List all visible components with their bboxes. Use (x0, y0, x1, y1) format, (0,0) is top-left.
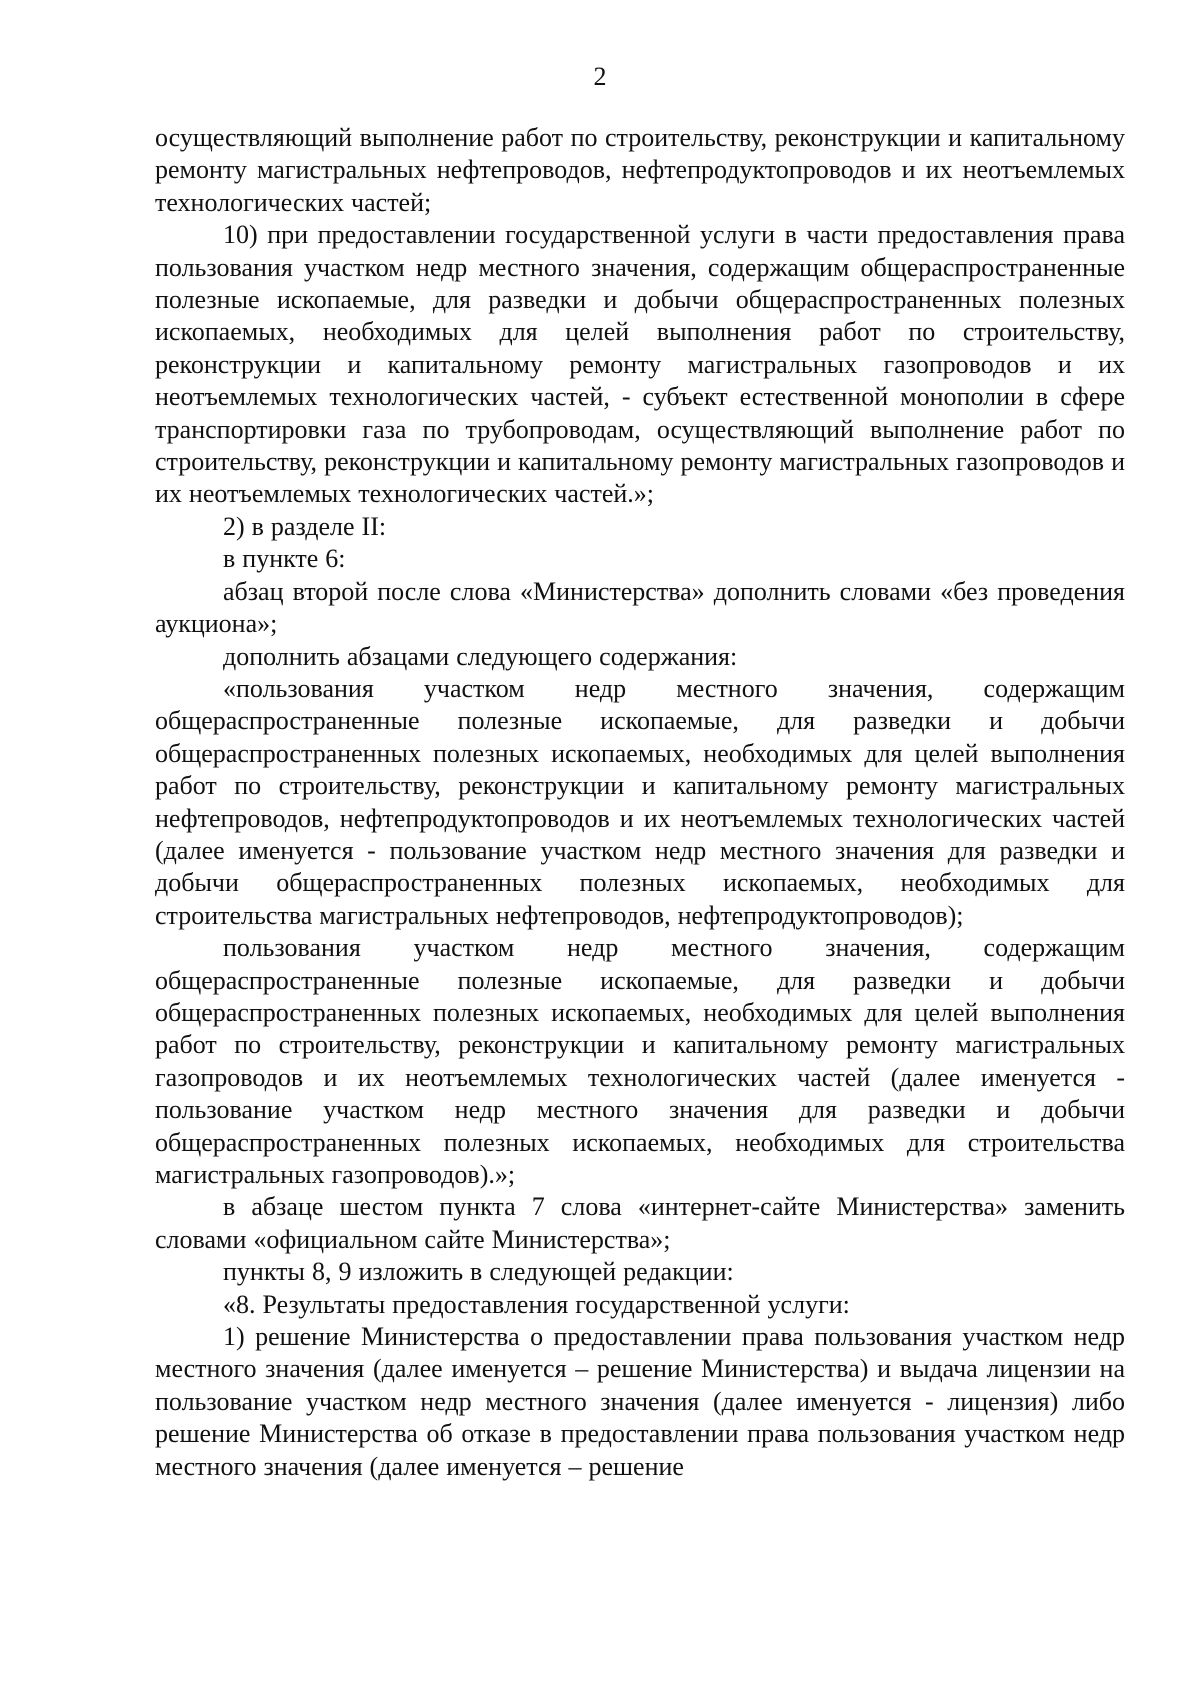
paragraph-point-6: в пункте 6: (223, 544, 346, 574)
paragraph-continuation: осуществляющий выполнение работ по строительству, реконструкции и капитальному ремонту магистральных нефтепроводов, нефтепродуктопроводов и их неотъемлемых технологических частей; (155, 123, 1125, 217)
paragraph-item-10: 10) при предоставлении государственной услуги в части предоставления права пользования участком недр местного значения, содержащим общераспространенные полезные ископаемые, для разведки и добычи общераспространенных полезных ископаемых, необходимых для целей выполнения работ по строительству, реконструкции и капитальному ремонту магистральных газопроводов и их неотъемлемых технологических частей, - субъект естественной монополии в сфере транспортировки газа по трубопроводам, осуществляющий выполнение работ по строительству, реконструкции и капитальному ремонту магистральных газопроводов и их неотъемлемых технологических частей.»; (155, 220, 1125, 509)
page-number: 2 (593, 62, 607, 91)
paragraph-points-8-9: пункты 8, 9 изложить в следующей редакции: (223, 1257, 734, 1287)
paragraph-gas-pipelines: пользования участком недр местного значения, содержащим общераспространенные полезные ископаемые, для разведки и добычи общераспространенных полезных ископаемых, необходимых для целей выполнения работ по строительству, реконструкции и капитальному ремонту магистральных газопроводов и их неотъемлемых технологических частей (далее именуется - пользование участком недр местного значения для разведки и добычи общераспространенных полезных ископаемых, необходимых для строительства магистральных газопроводов).»; (155, 933, 1125, 1189)
paragraph-result-1: 1) решение Министерства о предоставлении права пользования участком недр местного значения (далее именуется – решение Министерства) и выдача лицензии на пользование участком недр местного значения (далее именуется - лицензия) либо решение Министерства об отказе в предоставлении права пользования участком недр местного значения (далее именуется – решение (155, 1322, 1125, 1481)
paragraph-results-heading: «8. Результаты предоставления государственной услуги: (223, 1289, 850, 1319)
document-body (155, 122, 1125, 1483)
paragraph-oil-pipelines: «пользования участком недр местного значения, содержащим общераспространенные полезные ископаемые, для разведки и добычи общераспространенных полезных ископаемых, необходимых для целей выполнения работ по строительству, реконструкции и капитальному ремонту магистральных нефтепроводов, нефтепродуктопроводов и их неотъемлемых технологических частей (далее именуется - пользование участком недр местного значения для разведки и добычи общераспространенных полезных ископаемых, необходимых для строительства магистральных нефтепроводов, нефтепродуктопроводов); (155, 673, 1125, 930)
paragraph-point-7: в абзаце шестом пункта 7 слова «интернет-сайте Министерства» заменить словами «официальном сайте Министерства»; (155, 1192, 1125, 1254)
paragraph-section-2: 2) в разделе II: (223, 511, 387, 541)
paragraph-add-abzacs: дополнить абзацами следующего содержания: (223, 641, 738, 671)
paragraph-abzac-2: абзац второй после слова «Министерства» дополнить словами «без проведения аукциона»; (155, 576, 1125, 639)
